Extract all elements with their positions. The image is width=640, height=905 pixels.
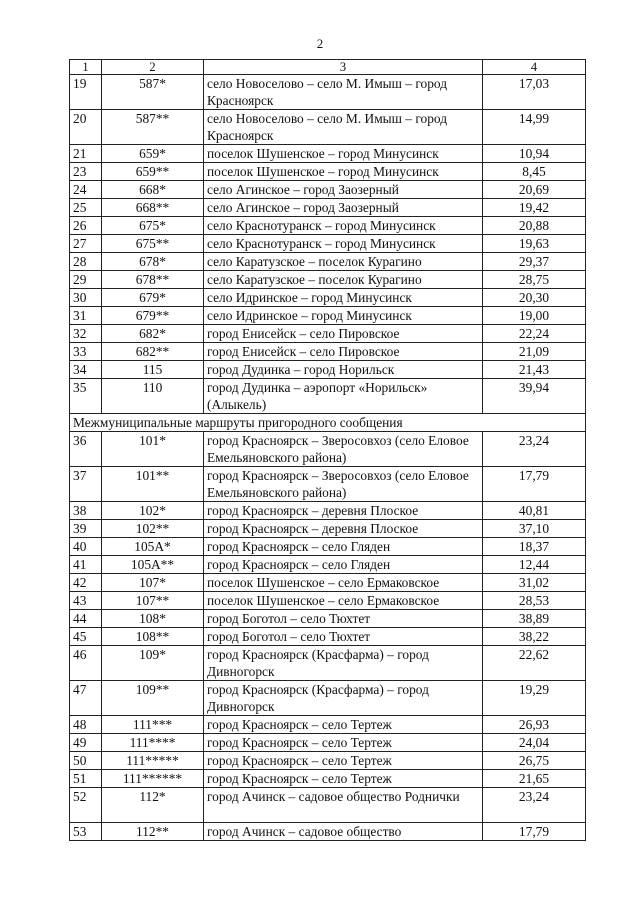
table-row	[70, 145, 586, 163]
row-number: 36	[70, 432, 102, 467]
table-row	[70, 628, 586, 646]
route-description: село Каратузское – поселок Курагино	[204, 253, 483, 271]
row-number: 37	[70, 467, 102, 502]
table-row	[70, 343, 586, 361]
fare-value: 21,09	[483, 343, 586, 361]
section-title: Межмуниципальные маршруты пригородного сообщения	[70, 414, 586, 432]
route-description: город Красноярск (Красфарма) – город Дивногорск	[204, 681, 483, 716]
table-body-suburban	[70, 432, 586, 841]
table-row	[70, 538, 586, 556]
route-description: город Боготол – село Тюхтет	[204, 610, 483, 628]
table-row	[70, 110, 586, 145]
route-number: 102*	[102, 502, 204, 520]
row-number: 19	[70, 75, 102, 110]
route-number: 675**	[102, 235, 204, 253]
route-number: 110	[102, 379, 204, 414]
fare-value: 14,99	[483, 110, 586, 145]
table-row	[70, 752, 586, 770]
fare-value: 17,03	[483, 75, 586, 110]
fare-value: 40,81	[483, 502, 586, 520]
fare-value: 20,30	[483, 289, 586, 307]
page-number: 2	[316, 36, 324, 51]
route-description: село Краснотуранск – город Минусинск	[204, 217, 483, 235]
table-row	[70, 163, 586, 181]
fare-value: 39,94	[483, 379, 586, 414]
route-number: 111*****	[102, 752, 204, 770]
route-number: 108**	[102, 628, 204, 646]
fare-value: 19,42	[483, 199, 586, 217]
route-description: город Дудинка – аэропорт «Норильск» (Алыкель)	[204, 379, 483, 414]
row-number: 49	[70, 734, 102, 752]
route-description: поселок Шушенское – город Минусинск	[204, 163, 483, 181]
column-header: 2	[102, 60, 204, 75]
row-number: 44	[70, 610, 102, 628]
route-description: город Красноярск – село Гляден	[204, 556, 483, 574]
route-description: город Красноярск – деревня Плоское	[204, 520, 483, 538]
route-number: 107**	[102, 592, 204, 610]
table-row	[70, 307, 586, 325]
table-row	[70, 75, 586, 110]
row-number: 33	[70, 343, 102, 361]
table-body-intermunicipal	[70, 75, 586, 414]
table-row	[70, 199, 586, 217]
row-number: 25	[70, 199, 102, 217]
row-number: 20	[70, 110, 102, 145]
table-row	[70, 770, 586, 788]
route-description: город Енисейск – село Пировское	[204, 343, 483, 361]
row-number: 53	[70, 823, 102, 841]
fare-value: 31,02	[483, 574, 586, 592]
fare-value: 19,29	[483, 681, 586, 716]
row-number: 50	[70, 752, 102, 770]
table-row	[70, 574, 586, 592]
table-row	[70, 271, 586, 289]
route-description: город Боготол – село Тюхтет	[204, 628, 483, 646]
table-row	[70, 235, 586, 253]
row-number: 24	[70, 181, 102, 199]
route-description: город Красноярск – село Тертеж	[204, 716, 483, 734]
table-row	[70, 716, 586, 734]
row-number: 47	[70, 681, 102, 716]
route-number: 105А**	[102, 556, 204, 574]
row-number: 29	[70, 271, 102, 289]
route-number: 112**	[102, 823, 204, 841]
route-number: 678**	[102, 271, 204, 289]
table-row	[70, 734, 586, 752]
route-number: 668*	[102, 181, 204, 199]
route-description: село Агинское – город Заозерный	[204, 199, 483, 217]
route-number: 587**	[102, 110, 204, 145]
fare-value: 21,43	[483, 361, 586, 379]
row-number: 45	[70, 628, 102, 646]
route-description: поселок Шушенское – город Минусинск	[204, 145, 483, 163]
row-number: 21	[70, 145, 102, 163]
route-description: город Красноярск – деревня Плоское	[204, 502, 483, 520]
fare-value: 20,69	[483, 181, 586, 199]
fare-value: 37,10	[483, 520, 586, 538]
fare-value: 28,75	[483, 271, 586, 289]
fare-value: 26,75	[483, 752, 586, 770]
row-number: 42	[70, 574, 102, 592]
fare-value: 19,63	[483, 235, 586, 253]
route-number: 115	[102, 361, 204, 379]
table-row	[70, 788, 586, 823]
fare-value: 29,37	[483, 253, 586, 271]
row-number: 34	[70, 361, 102, 379]
table-row	[70, 556, 586, 574]
table-row	[70, 361, 586, 379]
table-row	[70, 253, 586, 271]
table-row	[70, 681, 586, 716]
route-description: город Красноярск – село Тертеж	[204, 770, 483, 788]
fare-value: 17,79	[483, 823, 586, 841]
route-number: 111****	[102, 734, 204, 752]
row-number: 28	[70, 253, 102, 271]
route-description: село Новоселово – село М. Имыш – город Красноярск	[204, 110, 483, 145]
route-number: 678*	[102, 253, 204, 271]
route-description: город Красноярск (Красфарма) – город Дивногорск	[204, 646, 483, 681]
fare-value: 20,88	[483, 217, 586, 235]
route-description: село Агинское – город Заозерный	[204, 181, 483, 199]
table-row	[70, 823, 586, 841]
route-description: город Красноярск – село Тертеж	[204, 752, 483, 770]
route-description: село Идринское – город Минусинск	[204, 307, 483, 325]
fare-value: 22,62	[483, 646, 586, 681]
routes-table	[69, 59, 586, 841]
route-number: 108*	[102, 610, 204, 628]
row-number: 40	[70, 538, 102, 556]
route-description: город Дудинка – город Норильск	[204, 361, 483, 379]
route-number: 107*	[102, 574, 204, 592]
row-number: 48	[70, 716, 102, 734]
row-number: 46	[70, 646, 102, 681]
route-number: 102**	[102, 520, 204, 538]
route-description: город Красноярск – село Гляден	[204, 538, 483, 556]
route-description: город Красноярск – село Тертеж	[204, 734, 483, 752]
row-number: 38	[70, 502, 102, 520]
table-row	[70, 610, 586, 628]
route-number: 679**	[102, 307, 204, 325]
route-description: город Ачинск – садовое общество Роднички	[204, 788, 483, 823]
fare-value: 26,93	[483, 716, 586, 734]
route-description: село Каратузское – поселок Курагино	[204, 271, 483, 289]
route-number: 668**	[102, 199, 204, 217]
route-description: село Краснотуранск – город Минусинск	[204, 235, 483, 253]
row-number: 31	[70, 307, 102, 325]
fare-value: 8,45	[483, 163, 586, 181]
table-row	[70, 432, 586, 467]
table-row	[70, 181, 586, 199]
row-number: 23	[70, 163, 102, 181]
fare-value: 23,24	[483, 432, 586, 467]
route-description: поселок Шушенское – село Ермаковское	[204, 592, 483, 610]
column-header: 4	[483, 60, 586, 75]
table-row	[70, 646, 586, 681]
route-number: 101**	[102, 467, 204, 502]
table-row	[70, 217, 586, 235]
row-number: 30	[70, 289, 102, 307]
fare-value: 19,00	[483, 307, 586, 325]
row-number: 39	[70, 520, 102, 538]
route-description: поселок Шушенское – село Ермаковское	[204, 574, 483, 592]
fare-value: 38,89	[483, 610, 586, 628]
route-number: 682**	[102, 343, 204, 361]
column-header: 3	[204, 60, 483, 75]
fare-value: 23,24	[483, 788, 586, 823]
fare-value: 22,24	[483, 325, 586, 343]
route-number: 111***	[102, 716, 204, 734]
route-number: 112*	[102, 788, 204, 823]
header-row	[70, 60, 586, 75]
route-description: село Идринское – город Минусинск	[204, 289, 483, 307]
column-header: 1	[70, 60, 102, 75]
row-number: 41	[70, 556, 102, 574]
route-description: село Новоселово – село М. Имыш – город Красноярск	[204, 75, 483, 110]
route-number: 109**	[102, 681, 204, 716]
row-number: 27	[70, 235, 102, 253]
route-description: город Красноярск – Зверосовхоз (село Еловое Емельяновского района)	[204, 467, 483, 502]
fare-value: 28,53	[483, 592, 586, 610]
table-row	[70, 520, 586, 538]
table-row	[70, 592, 586, 610]
table-row	[70, 467, 586, 502]
route-number: 659*	[102, 145, 204, 163]
route-number: 101*	[102, 432, 204, 467]
route-number: 587*	[102, 75, 204, 110]
table-row	[70, 289, 586, 307]
row-number: 35	[70, 379, 102, 414]
fare-value: 17,79	[483, 467, 586, 502]
route-number: 675*	[102, 217, 204, 235]
route-number: 679*	[102, 289, 204, 307]
route-number: 105А*	[102, 538, 204, 556]
row-number: 26	[70, 217, 102, 235]
table-row	[70, 502, 586, 520]
row-number: 52	[70, 788, 102, 823]
route-description: город Енисейск – село Пировское	[204, 325, 483, 343]
row-number: 51	[70, 770, 102, 788]
row-number: 43	[70, 592, 102, 610]
fare-value: 18,37	[483, 538, 586, 556]
row-number: 32	[70, 325, 102, 343]
fare-value: 24,04	[483, 734, 586, 752]
table-row	[70, 379, 586, 414]
table-row	[70, 325, 586, 343]
route-number: 111******	[102, 770, 204, 788]
route-description: город Красноярск – Зверосовхоз (село Еловое Емельяновского района)	[204, 432, 483, 467]
route-description: город Ачинск – садовое общество	[204, 823, 483, 841]
route-number: 682*	[102, 325, 204, 343]
section-row	[70, 414, 586, 432]
fare-value: 21,65	[483, 770, 586, 788]
fare-value: 38,22	[483, 628, 586, 646]
route-number: 659**	[102, 163, 204, 181]
fare-value: 10,94	[483, 145, 586, 163]
route-number: 109*	[102, 646, 204, 681]
fare-value: 12,44	[483, 556, 586, 574]
